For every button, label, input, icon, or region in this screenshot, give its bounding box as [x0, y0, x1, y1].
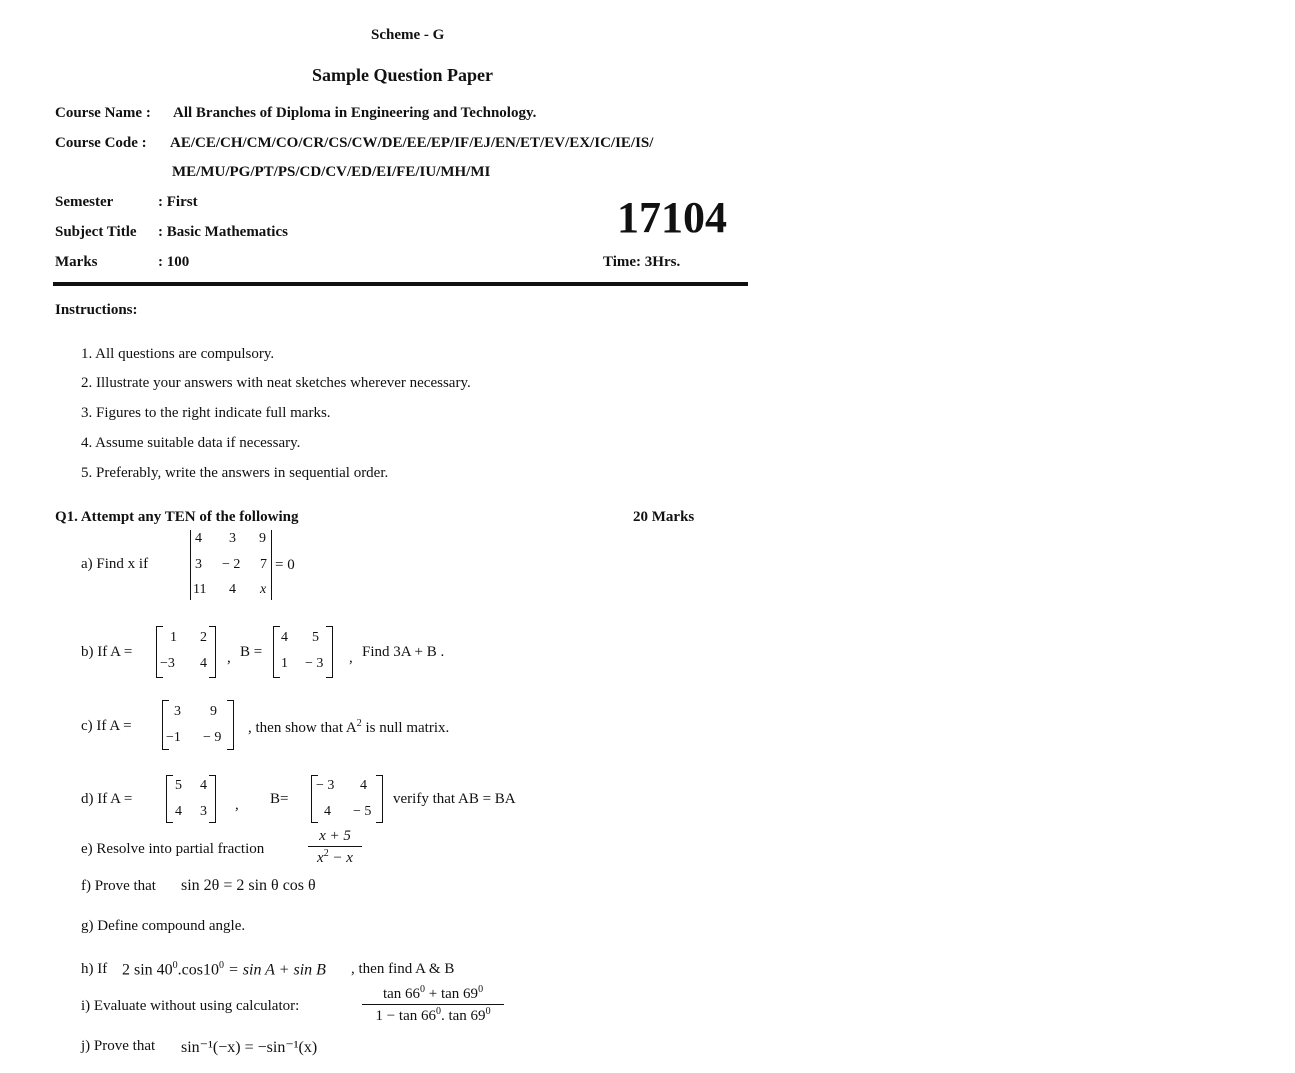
subject-title-value: : Basic Mathematics [158, 224, 288, 240]
course-code-label: Course Code : [55, 135, 147, 151]
matrix-cell: 2 [200, 630, 207, 645]
matrix-cell: 4 [360, 778, 367, 793]
matrix-cell: 4 [281, 630, 288, 645]
semester-label: Semester [55, 194, 114, 210]
instruction-item: 4. Assume suitable data if necessary. [81, 435, 301, 451]
q1h-formula: 2 $\sin 40^0.\cos 10^0 = \sin A + \sin B$ [122, 960, 326, 979]
q1d-separator: , [235, 797, 239, 813]
q1d-b-label: B= [270, 791, 289, 807]
scheme-label: Scheme - G [371, 27, 445, 43]
course-code-line2: ME/MU/PG/PT/PS/CD/CV/ED/EI/FE/IU/MH/MI [172, 164, 491, 180]
subject-title-label: Subject Title [55, 224, 137, 240]
matrix-cell: 4 [324, 804, 331, 819]
matrix-cell: − 3 [305, 656, 324, 671]
header-divider [53, 282, 748, 286]
matrix-cell: − 5 [353, 804, 372, 819]
det-cell: 11 [193, 582, 207, 597]
q1c-prefix: c) If A = [81, 718, 132, 734]
marks-label: Marks [55, 254, 98, 270]
q1a-prefix: a) Find x if [81, 556, 149, 572]
fraction-denominator: $1 - \tan 66^0$. $\tan 69^0$ [375, 1006, 491, 1024]
det-cell: 3 [229, 531, 236, 546]
q1f-prefix: f) Prove that [81, 878, 156, 894]
instruction-item: 1. All questions are compulsory. [81, 346, 275, 362]
q1a-suffix: = 0 [275, 557, 295, 573]
matrix-cell: 5 [312, 630, 319, 645]
det-cell: − 2 [222, 557, 241, 572]
det-cell: 4 [229, 582, 236, 597]
q1h-suffix: , then find A & B [351, 961, 455, 977]
matrix-cell: 4 [200, 778, 207, 793]
q1d-matrix-a [166, 775, 216, 823]
course-code-line1: AE/CE/CH/CM/CO/CR/CS/CW/DE/EE/EP/IF/EJ/EN/ET/EV/EX/IC/IE/IS/ [170, 135, 654, 151]
det-cell: 9 [259, 531, 266, 546]
q1c-suffix: , then show that $A^2$ is null matrix. [248, 718, 450, 736]
instruction-item: 2. Illustrate your answers with neat sketches wherever necessary. [81, 375, 471, 391]
course-name-label: Course Name : [55, 105, 151, 121]
q1j-formula: sin⁻¹(−x) = −sin⁻¹(x) [181, 1039, 318, 1056]
matrix-cell: − 3 [316, 778, 335, 793]
instructions-heading: Instructions: [55, 302, 138, 318]
fraction-denominator: $x^2 - x$ [317, 848, 353, 866]
q1e-text: e) Resolve into partial fraction [81, 841, 265, 857]
q1b-b-label: B = [240, 644, 263, 660]
matrix-cell: 1 [281, 656, 288, 671]
q1j-prefix: j) Prove that [81, 1038, 156, 1054]
q1b-prefix: b) If A = [81, 644, 133, 660]
q1d-suffix: verify that AB = BA [393, 791, 516, 807]
subject-code-number: 17104 [617, 193, 727, 242]
time-duration: Time: 3Hrs. [603, 254, 681, 270]
matrix-cell: 9 [210, 704, 217, 719]
course-name-value: All Branches of Diploma in Engineering and Technology. [173, 105, 537, 121]
q1h-prefix: h) If [81, 961, 108, 977]
q1b-separator: , [349, 650, 353, 666]
q1i-prefix: i) Evaluate without using calculator: [81, 998, 300, 1014]
det-cell: 4 [195, 531, 202, 546]
matrix-cell: −3 [160, 656, 175, 671]
q1-marks: 20 Marks [633, 509, 695, 525]
q1-heading: Q1. Attempt any TEN of the following [55, 509, 299, 525]
page-title: Sample Question Paper [312, 65, 494, 85]
q1b-separator: , [227, 650, 231, 666]
instruction-item: 3. Figures to the right indicate full marks. [81, 405, 331, 421]
q1b-suffix: Find 3A + B . [362, 644, 445, 660]
matrix-cell: 3 [200, 804, 207, 819]
matrix-cell: 4 [175, 804, 182, 819]
det-cell: 7 [260, 557, 267, 572]
matrix-cell: 3 [174, 704, 181, 719]
matrix-cell: 1 [170, 630, 177, 645]
q1d-prefix: d) If A = [81, 791, 133, 807]
matrix-cell: − 9 [203, 730, 222, 745]
det-cell: 3 [195, 557, 202, 572]
matrix-cell: 4 [200, 656, 207, 671]
q1g-text: g) Define compound angle. [81, 918, 246, 934]
q1i-fraction [362, 984, 504, 1025]
fraction-numerator: $\tan 66^0 + \tan 69^0$ [362, 984, 504, 1005]
q1e-fraction [308, 828, 362, 867]
marks-value: : 100 [158, 254, 190, 270]
det-cell: x [260, 582, 267, 597]
q1f-formula: sin 2θ = 2 sin θ cos θ [181, 877, 316, 894]
semester-value: : First [158, 194, 198, 210]
matrix-cell: 5 [175, 778, 182, 793]
fraction-numerator: x + 5 [308, 828, 362, 847]
matrix-cell: −1 [166, 730, 181, 745]
instruction-item: 5. Preferably, write the answers in sequential order. [81, 465, 389, 481]
